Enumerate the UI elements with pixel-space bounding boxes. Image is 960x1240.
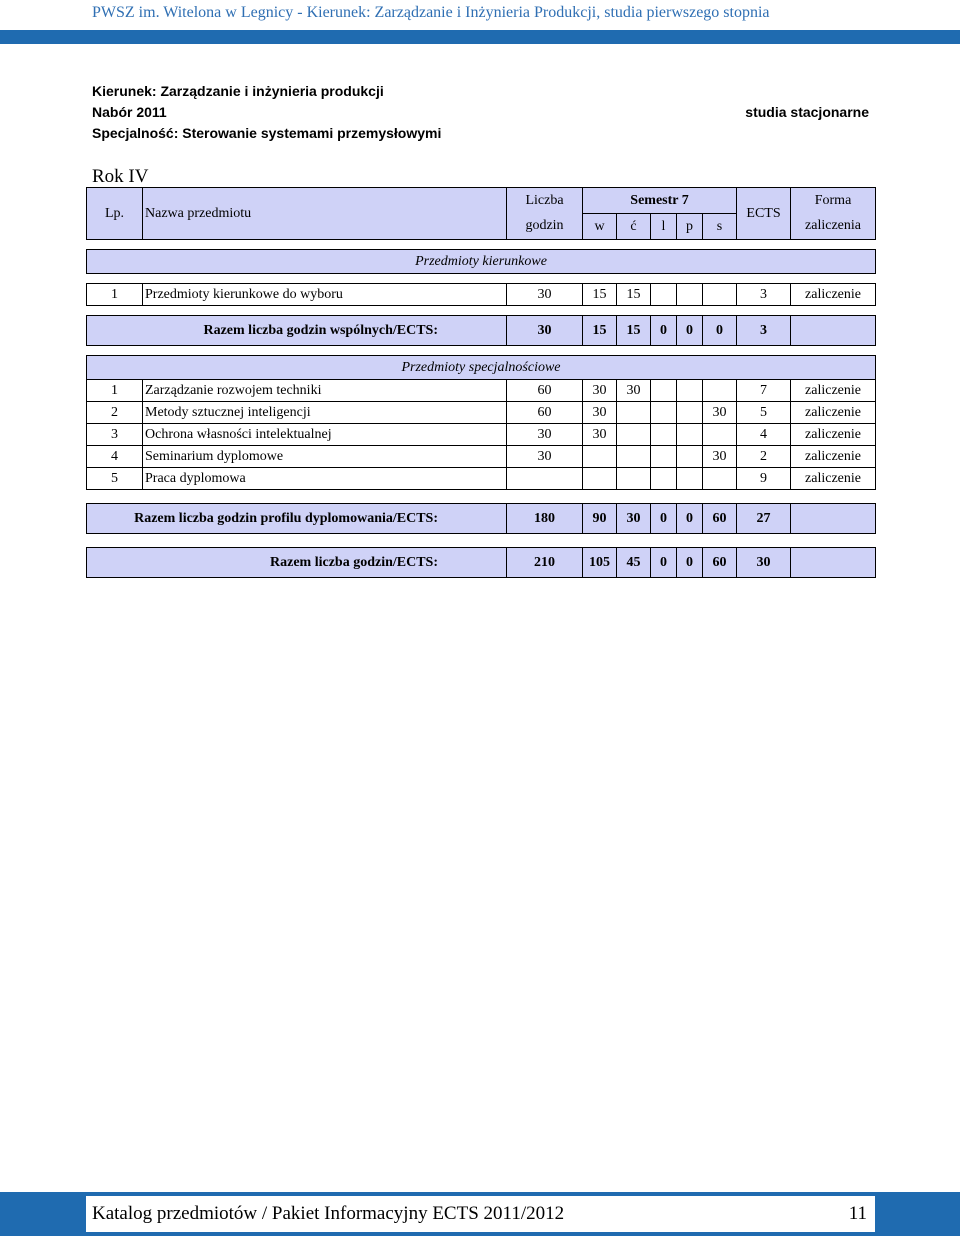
table-row [87, 402, 876, 424]
summary-c: 30 [617, 504, 651, 534]
header-nazwa: Nazwa przedmiotu [143, 188, 507, 240]
spacer-row [87, 346, 876, 356]
summary-row [87, 504, 876, 534]
summary-s: 0 [703, 316, 737, 346]
row-l [651, 284, 677, 306]
row-forma: zaliczenie [791, 446, 876, 468]
row-w: 30 [583, 402, 617, 424]
spacer-cell [87, 306, 876, 316]
row-forma: zaliczenie [791, 424, 876, 446]
row-ects: 5 [737, 402, 791, 424]
spacer-row [87, 534, 876, 548]
study-mode-label: studia stacjonarne [745, 104, 869, 120]
row-lp: 1 [87, 284, 143, 306]
spacer-cell [87, 274, 876, 284]
summary-empty [791, 548, 876, 578]
row-p [677, 446, 703, 468]
row-w: 30 [583, 424, 617, 446]
header-w: w [583, 214, 617, 240]
header-p: p [677, 214, 703, 240]
row-lp: 2 [87, 402, 143, 424]
row-c [617, 446, 651, 468]
row-godzin [507, 468, 583, 490]
running-header: PWSZ im. Witelona w Legnicy - Kierunek: Zarządzanie i Inżynieria Produkcji, studia pierwszego stopnia [92, 4, 770, 21]
table-row [87, 424, 876, 446]
summary-row [87, 316, 876, 346]
row-godzin: 60 [507, 402, 583, 424]
row-lp: 4 [87, 446, 143, 468]
row-name: Zarządzanie rozwojem techniki [143, 380, 507, 402]
summary-empty [791, 504, 876, 534]
header-rule [0, 30, 960, 44]
summary-p: 0 [677, 504, 703, 534]
row-l [651, 424, 677, 446]
row-s [703, 284, 737, 306]
summary-w: 105 [583, 548, 617, 578]
summary-ects: 3 [737, 316, 791, 346]
summary-ects: 30 [737, 548, 791, 578]
row-p [677, 284, 703, 306]
spacer-row [87, 240, 876, 250]
section-row [87, 356, 876, 380]
section-heading: Przedmioty kierunkowe [87, 250, 876, 274]
row-name: Ochrona własności intelektualnej [143, 424, 507, 446]
header-semestr: Semestr 7 [583, 188, 737, 214]
summary-label: Razem liczba godzin profilu dyplomowania/ECTS: [87, 504, 507, 534]
table-row [87, 468, 876, 490]
row-l [651, 446, 677, 468]
page-number: 11 [848, 1203, 867, 1224]
row-forma: zaliczenie [791, 380, 876, 402]
header-forma: Forma [791, 188, 876, 214]
row-s: 30 [703, 446, 737, 468]
row-w: 15 [583, 284, 617, 306]
row-p [677, 468, 703, 490]
row-w: 30 [583, 380, 617, 402]
row-ects: 7 [737, 380, 791, 402]
row-s [703, 468, 737, 490]
kierunek-label: Kierunek: Zarządzanie i inżynieria produkcji [92, 83, 384, 99]
row-p [677, 402, 703, 424]
row-s: 30 [703, 402, 737, 424]
row-ects: 2 [737, 446, 791, 468]
summary-l: 0 [651, 548, 677, 578]
spacer-row [87, 306, 876, 316]
summary-c: 45 [617, 548, 651, 578]
row-lp: 3 [87, 424, 143, 446]
row-godzin: 30 [507, 424, 583, 446]
nabor-label: Nabór 2011 [92, 104, 167, 120]
row-s [703, 424, 737, 446]
table-row [87, 446, 876, 468]
header-l: l [651, 214, 677, 240]
header-godzin: godzin [507, 214, 583, 240]
row-godzin: 60 [507, 380, 583, 402]
row-name: Praca dyplomowa [143, 468, 507, 490]
section-heading: Przedmioty specjalnościowe [87, 356, 876, 380]
row-p [677, 380, 703, 402]
table-row [87, 380, 876, 402]
row-godzin: 30 [507, 284, 583, 306]
summary-godzin: 30 [507, 316, 583, 346]
row-c [617, 402, 651, 424]
table-row [87, 284, 876, 306]
summary-s: 60 [703, 548, 737, 578]
summary-p: 0 [677, 316, 703, 346]
row-name: Metody sztucznej inteligencji [143, 402, 507, 424]
summary-l: 0 [651, 504, 677, 534]
header-c: ć [617, 214, 651, 240]
row-c: 30 [617, 380, 651, 402]
summary-godzin: 180 [507, 504, 583, 534]
row-s [703, 380, 737, 402]
row-w [583, 446, 617, 468]
row-c [617, 468, 651, 490]
curriculum-table [86, 187, 876, 578]
year-label: Rok IV [92, 166, 149, 187]
summary-label: Razem liczba godzin wspólnych/ECTS: [87, 316, 507, 346]
summary-label: Razem liczba godzin/ECTS: [87, 548, 507, 578]
row-forma: zaliczenie [791, 402, 876, 424]
row-l [651, 380, 677, 402]
header-ects: ECTS [737, 188, 791, 240]
spacer-row [87, 490, 876, 504]
row-forma: zaliczenie [791, 284, 876, 306]
row-ects: 9 [737, 468, 791, 490]
summary-row [87, 548, 876, 578]
row-w [583, 468, 617, 490]
row-lp: 5 [87, 468, 143, 490]
summary-s: 60 [703, 504, 737, 534]
row-c [617, 424, 651, 446]
row-forma: zaliczenie [791, 468, 876, 490]
row-c: 15 [617, 284, 651, 306]
header-s: s [703, 214, 737, 240]
row-godzin: 30 [507, 446, 583, 468]
footer [86, 1196, 875, 1232]
catalog-label: Katalog przedmiotów / Pakiet Informacyjny ECTS 2011/2012 [92, 1203, 565, 1224]
summary-w: 15 [583, 316, 617, 346]
row-p [677, 424, 703, 446]
row-name: Przedmioty kierunkowe do wyboru [143, 284, 507, 306]
header-lp: Lp. [87, 188, 143, 240]
row-l [651, 402, 677, 424]
section-row [87, 250, 876, 274]
row-name: Seminarium dyplomowe [143, 446, 507, 468]
summary-c: 15 [617, 316, 651, 346]
header-liczba: Liczba [507, 188, 583, 214]
summary-empty [791, 316, 876, 346]
specjalnosc-label: Specjalność: Sterowanie systemami przemysłowymi [92, 125, 442, 141]
spacer-cell [87, 490, 876, 504]
summary-w: 90 [583, 504, 617, 534]
spacer-cell [87, 240, 876, 250]
spacer-cell [87, 534, 876, 548]
header-zaliczenia: zaliczenia [791, 214, 876, 240]
row-ects: 3 [737, 284, 791, 306]
summary-p: 0 [677, 548, 703, 578]
row-ects: 4 [737, 424, 791, 446]
row-lp: 1 [87, 380, 143, 402]
spacer-cell [87, 346, 876, 356]
spacer-row [87, 274, 876, 284]
row-l [651, 468, 677, 490]
summary-l: 0 [651, 316, 677, 346]
summary-ects: 27 [737, 504, 791, 534]
summary-godzin: 210 [507, 548, 583, 578]
